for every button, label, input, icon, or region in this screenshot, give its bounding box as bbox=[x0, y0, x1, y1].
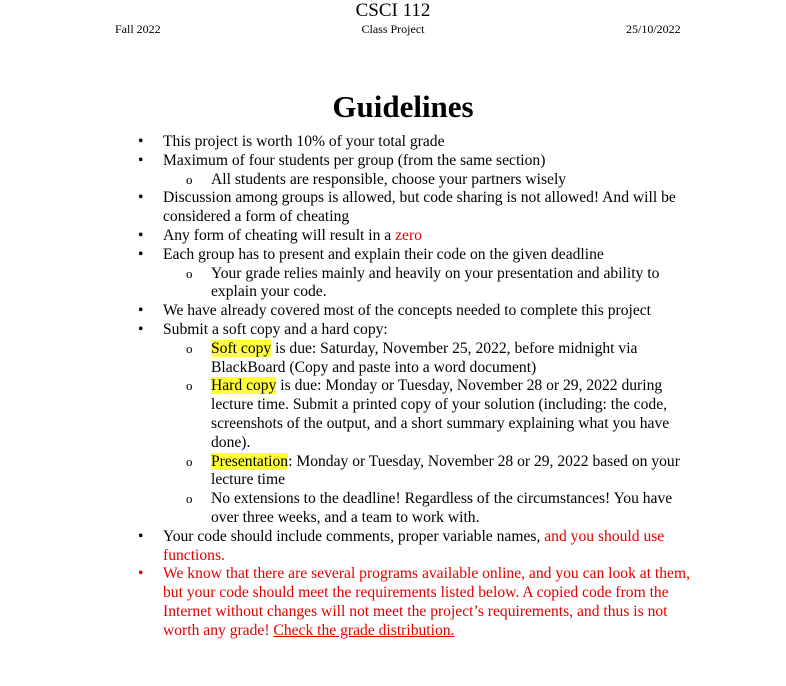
list-item bbox=[0, 565, 693, 640]
bullet-icon: • bbox=[138, 133, 144, 150]
list-item bbox=[0, 528, 693, 566]
sub-list-item bbox=[0, 377, 693, 452]
grade-distribution-link[interactable]: Check the grade distribution. bbox=[273, 621, 455, 639]
item-text: Your grade relies mainly and heavily on your presentation and ability to explain your code. bbox=[211, 264, 660, 301]
bullet-icon: • bbox=[138, 565, 144, 583]
sub-list-item bbox=[0, 490, 693, 528]
functions-emphasis: and you should use functions. bbox=[163, 527, 665, 564]
item-text: : Monday or Tuesday, November 28 or 29, 2022 based on your lecture time bbox=[211, 452, 680, 489]
hard-copy-highlight: Hard copy bbox=[211, 377, 277, 395]
list-item bbox=[0, 246, 693, 265]
hollow-bullet-icon: o bbox=[186, 378, 193, 394]
zero-emphasis: zero bbox=[395, 226, 422, 244]
course-title: CSCI 112 bbox=[355, 0, 431, 21]
item-text: This project is worth 10% of your total grade bbox=[163, 133, 445, 150]
sub-list-item bbox=[0, 171, 693, 190]
warning-text: We know that there are several programs available online, and you can look at them, but your code should meet the requirements listed below. A copied code from the Internet without changes will not meet the project’s requirements, and thus is not worth any grade! bbox=[163, 565, 691, 639]
semester-label: Fall 2022 bbox=[115, 22, 161, 36]
hollow-bullet-icon: o bbox=[186, 453, 193, 469]
hollow-bullet-icon: o bbox=[186, 340, 193, 356]
bullet-icon: • bbox=[138, 226, 144, 244]
bullet-icon: • bbox=[138, 320, 144, 338]
subtitle-label: Class Project bbox=[361, 22, 425, 36]
sub-list-item bbox=[0, 265, 693, 303]
item-text: No extensions to the deadline! Regardless of the circumstances! You have over three weeks, and a team to work with. bbox=[211, 490, 673, 526]
list-item bbox=[0, 152, 693, 171]
hollow-bullet-icon: o bbox=[186, 491, 193, 507]
item-text: is due: Saturday, November 25, 2022, before midnight via BlackBoard (Copy and paste into a word document) bbox=[211, 339, 638, 376]
date-label: 25/10/2022 bbox=[626, 22, 681, 36]
soft-copy-highlight: Soft copy bbox=[211, 339, 272, 357]
bullet-icon: • bbox=[138, 151, 144, 169]
sub-list-item bbox=[0, 453, 693, 491]
bullet-icon: • bbox=[138, 527, 144, 545]
item-text: We have already covered most of the concepts needed to complete this project bbox=[163, 302, 652, 320]
item-text: is due: Monday or Tuesday, November 28 or 29, 2022 during lecture time. Submit a printed copy of your solution (including: the code, screenshots of the output, and a short summary explaining what you have done). bbox=[211, 377, 670, 451]
bullet-icon: • bbox=[138, 245, 144, 263]
sub-list-item bbox=[0, 340, 693, 378]
guidelines-list bbox=[0, 133, 786, 641]
item-text: All students are responsible, choose your partners wisely bbox=[211, 170, 567, 188]
item-text: Any form of cheating will result in a bbox=[163, 226, 396, 244]
hollow-bullet-icon: o bbox=[186, 265, 193, 281]
list-item bbox=[0, 133, 693, 152]
list-item bbox=[0, 189, 693, 227]
item-text: Submit a soft copy and a hard copy: bbox=[163, 320, 388, 338]
hollow-bullet-icon: o bbox=[186, 171, 193, 187]
item-text: Your code should include comments, proper variable names, bbox=[163, 527, 545, 545]
page-title: Guidelines bbox=[332, 89, 474, 124]
list-item bbox=[0, 321, 693, 340]
item-text: Maximum of four students per group (from the same section) bbox=[163, 151, 546, 169]
item-text: Discussion among groups is allowed, but code sharing is not allowed! And will be considered a form of cheating bbox=[163, 189, 676, 226]
presentation-highlight: Presentation bbox=[211, 452, 289, 470]
list-item bbox=[0, 302, 693, 321]
list-item bbox=[0, 227, 693, 246]
bullet-icon: • bbox=[138, 302, 144, 320]
item-text: Each group has to present and explain their code on the given deadline bbox=[163, 245, 604, 263]
bullet-icon: • bbox=[138, 189, 144, 207]
